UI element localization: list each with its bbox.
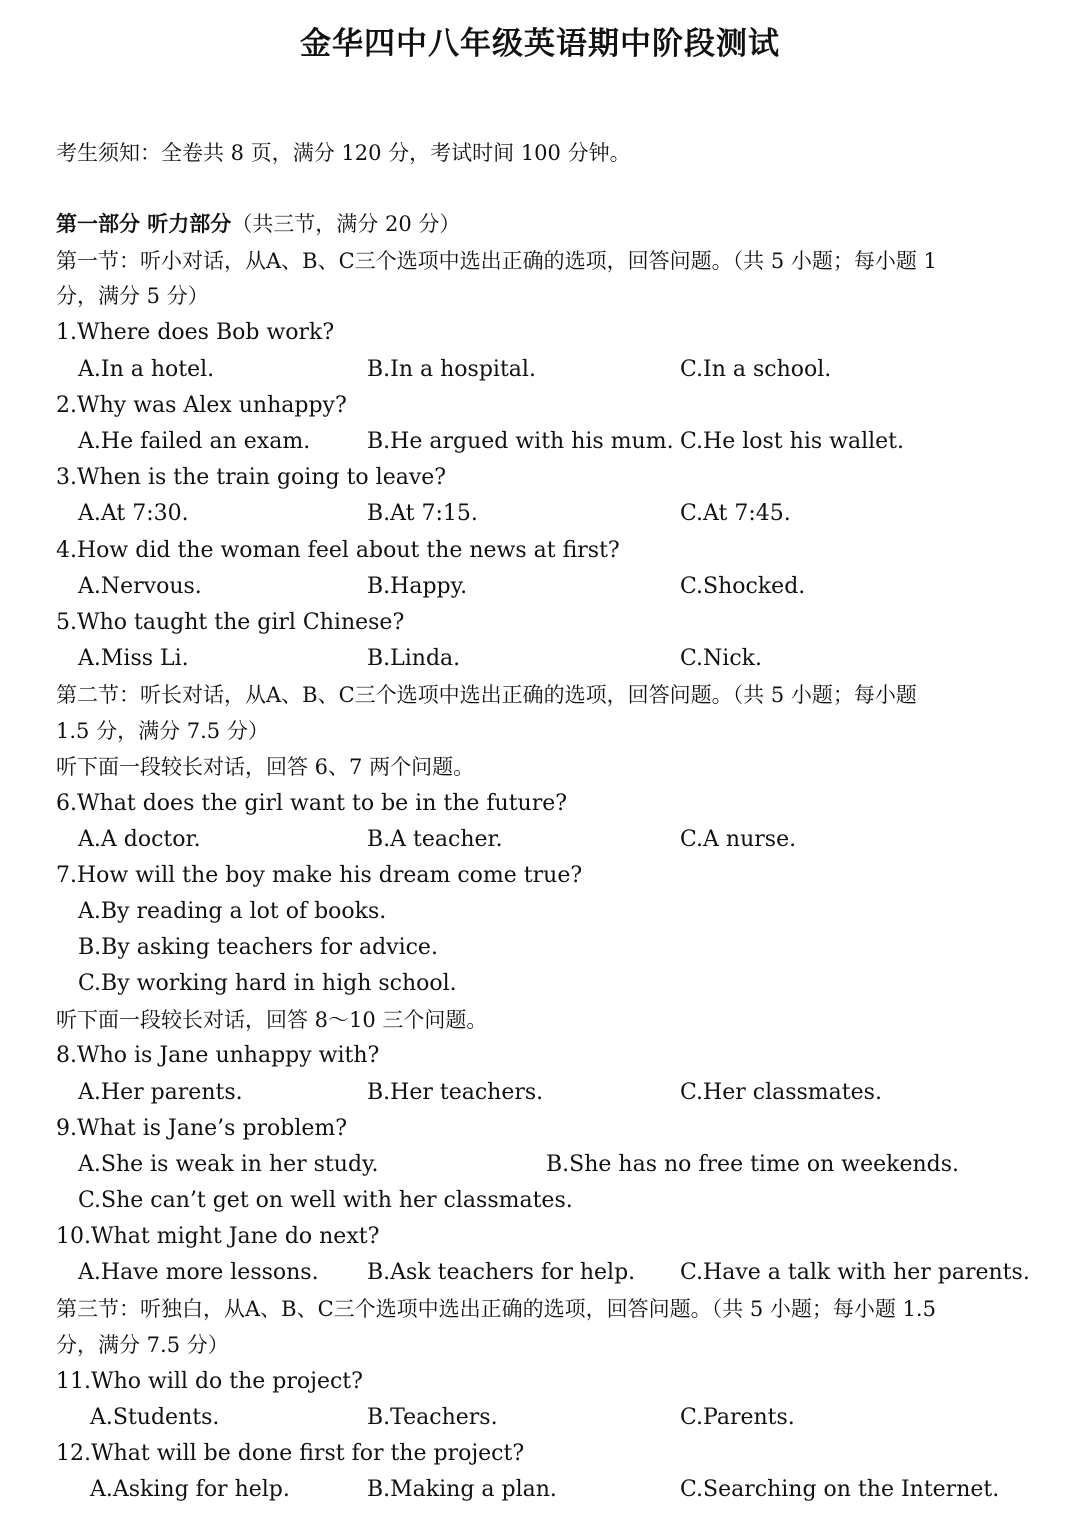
option-a: A.Have more lessons. [78, 1260, 319, 1285]
question-12: 12.What will be done first for the project? [56, 1441, 525, 1466]
dialog-intro-8-10: 听下面一段较长对话，回答 8～10 三个问题。 [56, 1008, 488, 1032]
option-c: C.By working hard in high school. [78, 971, 457, 996]
option-b: B.At 7:15. [367, 501, 478, 526]
option-c: C.A nurse. [680, 827, 797, 852]
option-b: B.Happy. [367, 574, 468, 599]
question-1-options [0, 355, 1080, 385]
option-c: C.Her classmates. [680, 1080, 882, 1105]
option-a: A.At 7:30. [78, 501, 189, 526]
question-8: 8.Who is Jane unhappy with? [56, 1043, 380, 1068]
section1-instruction-line2: 分，满分 5 分） [56, 284, 209, 308]
option-c: C.Have a talk with her parents. [680, 1260, 1030, 1285]
section3-instruction-line1: 第三节：听独白，从A、B、C三个选项中选出正确的选项，回答问题。（共 5 小题；每小题 1.5 [56, 1297, 936, 1321]
question-7: 7.How will the boy make his dream come true? [56, 863, 583, 888]
option-b: B.Her teachers. [367, 1080, 544, 1105]
option-b: B.Teachers. [367, 1405, 498, 1430]
question-3: 3.When is the train going to leave? [56, 465, 447, 490]
option-a: A.Nervous. [78, 574, 202, 599]
question-9-options [0, 1150, 1080, 1180]
option-b: B.She has no free time on weekends. [546, 1152, 959, 1177]
question-3-options [0, 499, 1080, 529]
option-c: C.She can’t get on well with her classmates. [78, 1188, 573, 1213]
option-b: B.He argued with his mum. [367, 429, 674, 454]
question-11: 11.Who will do the project? [56, 1369, 363, 1394]
question-2-options [0, 427, 1080, 457]
question-9: 9.What is Jane’s problem? [56, 1116, 348, 1141]
question-10-options [0, 1258, 1080, 1288]
option-b: B.A teacher. [367, 827, 503, 852]
option-a: A.Miss Li. [78, 646, 189, 671]
question-2: 2.Why was Alex unhappy? [56, 393, 347, 418]
option-c: C.He lost his wallet. [680, 429, 905, 454]
part1-heading-label: 第一部分 听力部分 [56, 212, 232, 236]
part1-heading-note: （共三节，满分 20 分） [231, 212, 461, 236]
option-b: B.In a hospital. [367, 357, 536, 382]
option-c: C.At 7:45. [680, 501, 791, 526]
option-a: A.In a hotel. [78, 357, 215, 382]
section3-instruction-line2: 分，满分 7.5 分） [56, 1333, 229, 1357]
option-c: C.In a school. [680, 357, 832, 382]
option-a: A.A doctor. [78, 827, 201, 852]
question-12-options [0, 1475, 1080, 1505]
section1-instruction-line1: 第一节：听小对话，从A、B、C三个选项中选出正确的选项，回答问题。（共 5 小题；每小题 1 [56, 249, 937, 273]
option-a: A.He failed an exam. [78, 429, 311, 454]
option-b: B.By asking teachers for advice. [78, 935, 438, 960]
section2-instruction-line1: 第二节：听长对话，从A、B、C三个选项中选出正确的选项，回答问题。（共 5 小题；每小题 [56, 683, 917, 707]
option-a: A.Asking for help. [90, 1477, 290, 1502]
option-c: C.Parents. [680, 1405, 795, 1430]
option-c: C.Nick. [680, 646, 762, 671]
option-a: A.Her parents. [78, 1080, 243, 1105]
option-b: B.Ask teachers for help. [367, 1260, 636, 1285]
option-a: A.By reading a lot of books. [78, 899, 387, 924]
option-c: C.Shocked. [680, 574, 806, 599]
question-6: 6.What does the girl want to be in the future? [56, 791, 568, 816]
section2-instruction-line2: 1.5 分，满分 7.5 分） [56, 719, 269, 743]
question-5: 5.Who taught the girl Chinese? [56, 610, 405, 635]
option-b: B.Making a plan. [367, 1477, 557, 1502]
question-8-options [0, 1078, 1080, 1108]
exam-title: 金华四中八年级英语期中阶段测试 [300, 26, 780, 62]
question-6-options [0, 825, 1080, 855]
question-4: 4.How did the woman feel about the news at first? [56, 538, 620, 563]
option-b: B.Linda. [367, 646, 461, 671]
option-c: C.Searching on the Internet. [680, 1477, 1000, 1502]
question-4-options [0, 572, 1080, 602]
question-5-options [0, 644, 1080, 674]
dialog-intro-6-7: 听下面一段较长对话，回答 6、7 两个问题。 [56, 755, 475, 779]
question-11-options [0, 1403, 1080, 1433]
question-10: 10.What might Jane do next? [56, 1224, 380, 1249]
part1-heading [56, 209, 1016, 239]
option-a: A.Students. [90, 1405, 220, 1430]
option-a: A.She is weak in her study. [78, 1152, 379, 1177]
exam-notice: 考生须知：全卷共 8 页，满分 120 分，考试时间 100 分钟。 [56, 141, 631, 165]
question-1: 1.Where does Bob work? [56, 320, 335, 345]
